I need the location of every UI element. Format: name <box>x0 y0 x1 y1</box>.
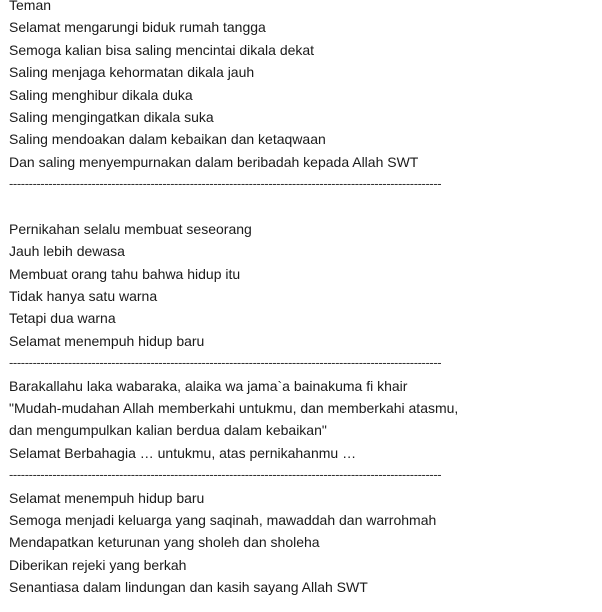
poem-block-3 <box>9 375 594 465</box>
text-line: Semoga kalian bisa saling mencintai dikala dekat <box>9 41 315 58</box>
text-line: Saling menjaga kehormatan dikala jauh <box>9 64 255 81</box>
text-line: Saling menghibur dikala duka <box>9 86 193 103</box>
text-line: Selamat menempuh hidup baru <box>9 489 205 506</box>
text-line: Selamat menempuh hidup baru <box>9 332 205 349</box>
text-line: Dan saling menyempurnakan dalam beribadah kepada Allah SWT <box>9 153 419 170</box>
text-line: "Mudah-mudahan Allah memberkahi untukmu, dan memberkahi atasmu, <box>9 400 459 417</box>
text-line: Saling mendoakan dalam kebaikan dan ketaqwaan <box>9 131 326 148</box>
text-line: Senantiasa dalam lindungan dan kasih sayang Allah SWT <box>9 579 368 596</box>
text-line: Pernikahan selalu membuat seseorang <box>9 220 252 237</box>
separator-line: -------------------------------------------------------------------------------------------------------------- <box>9 176 442 192</box>
text-line: dan mengumpulkan kalian berdua dalam kebaikan" <box>9 422 327 439</box>
separator-line: -------------------------------------------------------------------------------------------------------------- <box>9 355 442 371</box>
document-body <box>9 0 594 599</box>
poem-block-1 <box>9 0 594 173</box>
text-line: Diberikan rejeki yang berkah <box>9 556 187 573</box>
text-line: Tetapi dua warna <box>9 310 116 327</box>
text-line: Semoga menjadi keluarga yang saqinah, mawaddah dan warrohmah <box>9 511 437 528</box>
text-line: Selamat mengarungi biduk rumah tangga <box>9 19 266 36</box>
text-line: Tidak hanya satu warna <box>9 288 158 305</box>
blank-line <box>9 196 594 218</box>
text-line: Teman <box>9 0 52 13</box>
text-line: Barakallahu laka wabaraka, alaika wa jama`a bainakuma fi khair <box>9 377 408 394</box>
text-line: Selamat Berbahagia … untukmu, atas pernikahanmu … <box>9 444 357 461</box>
text-line: Jauh lebih dewasa <box>9 243 125 260</box>
text-line: Membuat orang tahu bahwa hidup itu <box>9 265 241 282</box>
poem-block-4 <box>9 487 594 599</box>
poem-block-2 <box>9 218 594 352</box>
text-line: Saling mengingatkan dikala suka <box>9 108 214 125</box>
text-line: Mendapatkan keturunan yang sholeh dan sholeha <box>9 534 320 551</box>
separator-line: -------------------------------------------------------------------------------------------------------------- <box>9 467 442 483</box>
